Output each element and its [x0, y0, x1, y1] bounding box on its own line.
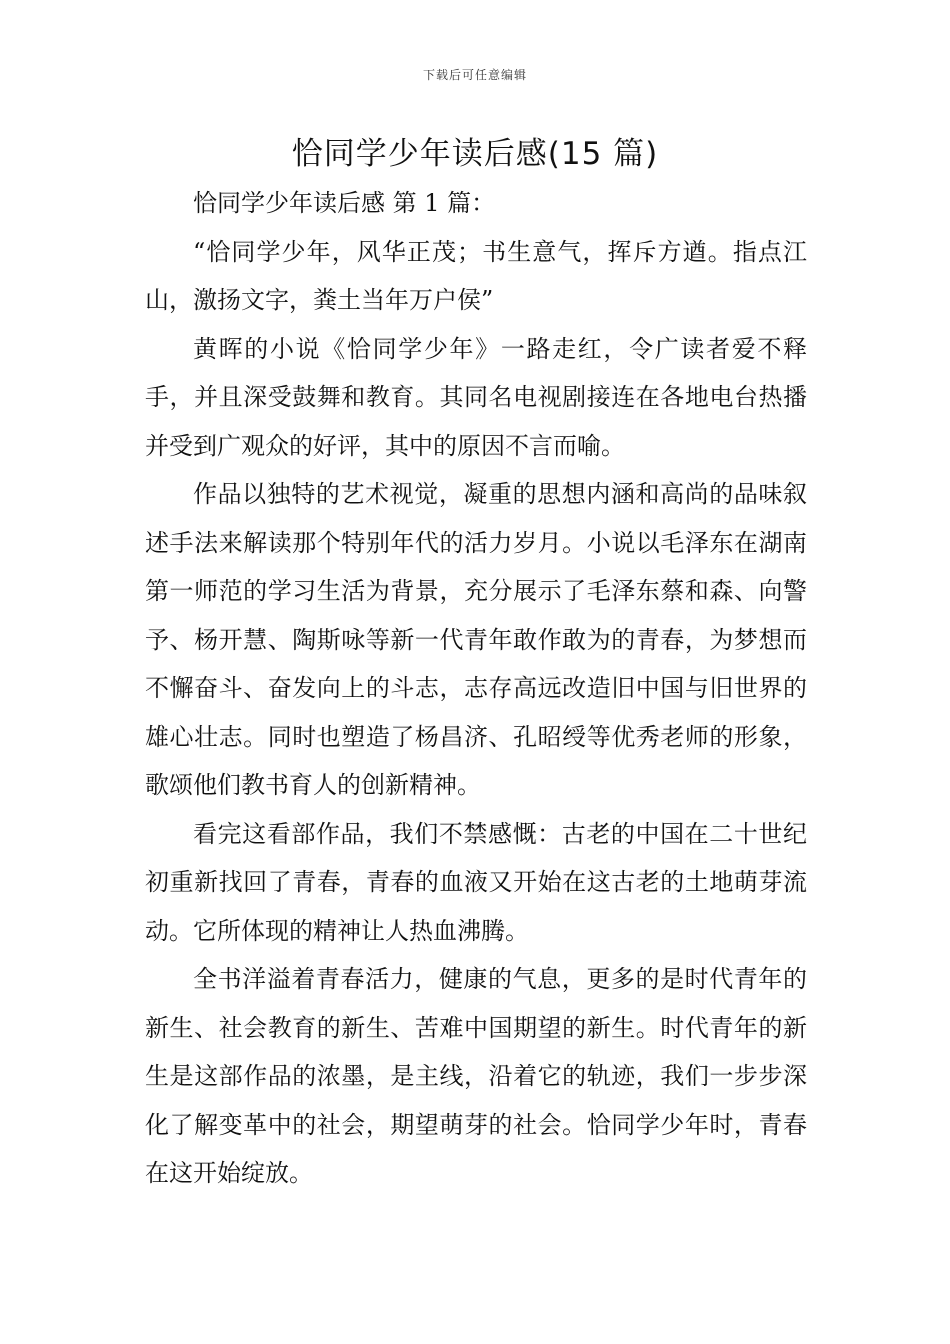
section-heading: 恰同学少年读后感 第 1 篇：	[193, 189, 496, 217]
document-body	[145, 179, 807, 1198]
paragraph: 看完这看部作品，我们不禁感慨：古老的中国在二十世纪初重新找回了青春，青春的血液又开始在这古老的土地萌芽流动。它所体现的精神让人热血沸腾。	[145, 819, 807, 945]
header-note: 下载后可任意编辑	[422, 68, 527, 82]
paragraph: 黄晖的小说《恰同学少年》一路走红，令广读者爱不释手，并且深受鼓舞和教育。其同名电视剧接连在各地电台热播并受到广观众的好评，其中的原因不言而喻。	[145, 334, 807, 460]
document-title: 恰同学少年读后感(15 篇)	[291, 136, 659, 172]
paragraph: 作品以独特的艺术视觉，凝重的思想内涵和高尚的品味叙述手法来解读那个特别年代的活力岁月。小说以毛泽东在湖南第一师范的学习生活为背景，充分展示了毛泽东蔡和森、向警予、杨开慧、陶斯咏等新一代青年敢作敢为的青春，为梦想而不懈奋斗、奋发向上的斗志，志存高远改造旧中国与旧世界的雄心壮志。同时也塑造了杨昌济、孔昭绶等优秀老师的形象，歌颂他们教书育人的创新精神。	[145, 480, 807, 799]
paragraph: 全书洋溢着青春活力，健康的气息，更多的是时代青年的新生、社会教育的新生、苦难中国期望的新生。时代青年的新生是这部作品的浓墨，是主线，沿着它的轨迹，我们一步步深化了解变革中的社会，期望萌芽的社会。恰同学少年时，青春在这开始绽放。	[145, 965, 807, 1187]
paragraph-quote: “恰同学少年，风华正茂；书生意气，挥斥方遒。指点江山，激扬文字，粪土当年万户侯”	[145, 237, 807, 314]
